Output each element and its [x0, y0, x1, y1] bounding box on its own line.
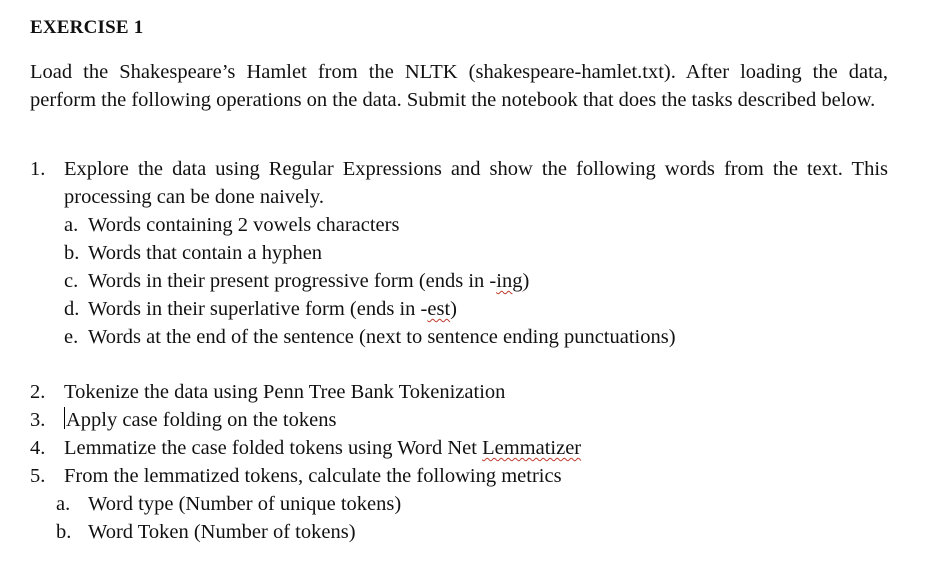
sub-letter: a.	[64, 214, 79, 236]
spellcheck-flagged-word: ing	[496, 270, 523, 292]
list-text: Tokenize the data using Penn Tree Bank Tokenization	[64, 381, 506, 403]
list-number: 4.	[30, 437, 46, 459]
sub-text-end: )	[450, 298, 457, 320]
list-text: From the lemmatized tokens, calculate the following metrics	[64, 465, 562, 487]
spellcheck-flagged-word: Lemmatizer	[482, 437, 582, 459]
sub-text-end: )	[522, 270, 530, 292]
sub-text-start: Words in their present progressive form (ends in -	[88, 270, 497, 292]
sub-letter: d.	[64, 298, 80, 320]
sub-letter: b.	[56, 521, 72, 543]
list-number: 3.	[30, 409, 46, 431]
list-text-container	[64, 434, 581, 462]
sub-text: Word type (Number of unique tokens)	[88, 493, 402, 515]
list-text: Apply case folding on the tokens	[66, 409, 337, 431]
sub-letter: a.	[56, 493, 71, 515]
list-number: 1.	[30, 158, 46, 180]
spellcheck-flagged-word: est	[427, 298, 451, 320]
list-text: Explore the data using Regular Expressions and show the following words from the text. This processing can be done naively.	[64, 158, 888, 208]
list-text: Lemmatize the case folded tokens using Word Net	[64, 437, 483, 459]
sub-text	[88, 295, 457, 323]
intro-paragraph: Load the Shakespeare’s Hamlet from the NLTK (shakespeare-hamlet.txt). After loading the data, perform the following operations on the data. Submit the notebook that does the tasks described below.	[30, 61, 888, 111]
sub-letter: e.	[64, 326, 79, 348]
list-number: 5.	[30, 465, 46, 487]
sub-text: Words that contain a hyphen	[88, 242, 323, 264]
text-cursor	[64, 407, 65, 429]
sub-letter: c.	[64, 270, 79, 292]
exercise-heading: EXERCISE 1	[30, 17, 144, 38]
list-number: 2.	[30, 381, 46, 403]
sub-text: Words containing 2 vowels characters	[88, 214, 400, 236]
sub-text-start: Words in their superlative form (ends in -	[88, 298, 428, 320]
sub-letter: b.	[64, 242, 80, 264]
sub-text	[88, 267, 529, 295]
sub-text: Word Token (Number of tokens)	[88, 521, 356, 543]
sub-text: Words at the end of the sentence (next to sentence ending punctuations)	[88, 326, 676, 348]
list-text-container	[64, 406, 336, 434]
